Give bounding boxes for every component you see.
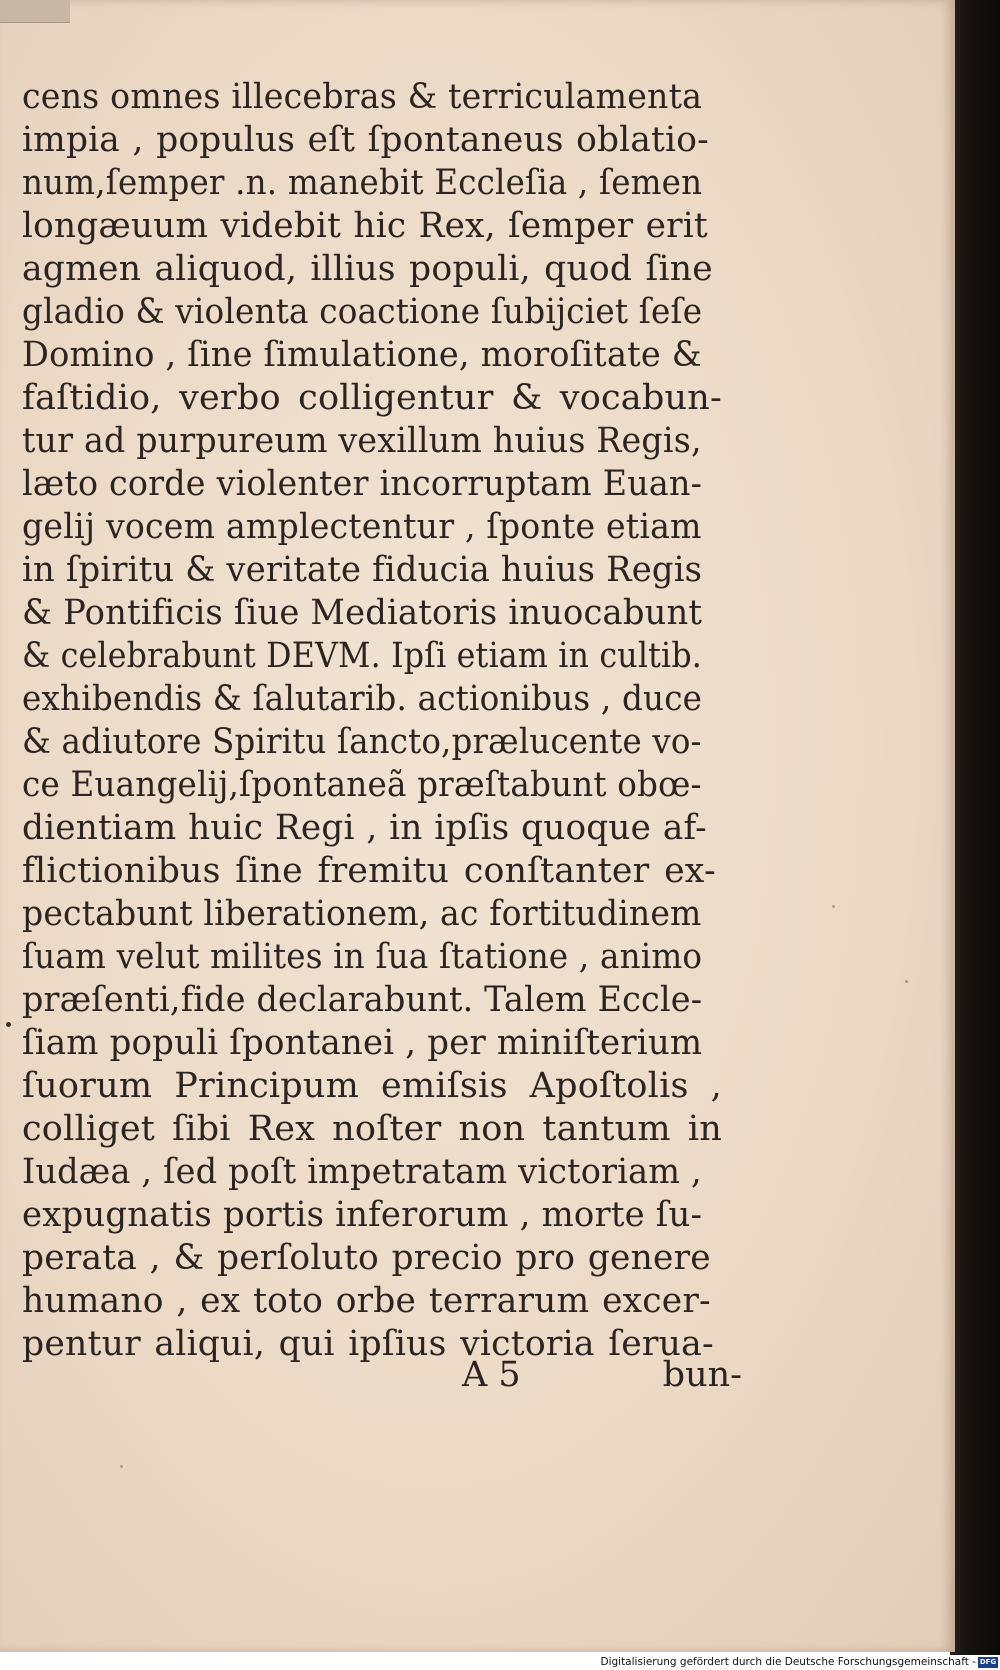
text-line: dientiam huic Regi , in ipſis quoque af- bbox=[22, 808, 707, 848]
text-line: exhibendis & ſalutarib. actionibus , duce bbox=[22, 679, 703, 719]
text-line: ce Euangelij,ſpontaneã præſtabunt obœ- bbox=[22, 765, 702, 805]
text-line: impia , populus eſt ſpontaneus oblatio- bbox=[22, 120, 709, 160]
text-line: præſenti,fide declarabunt. Talem Eccle- bbox=[22, 980, 703, 1020]
text-line: gladio & violenta coactione ſubijciet ſeſe bbox=[22, 292, 703, 332]
text-line: ſuorum Principum emiſsis Apoſtolis , bbox=[22, 1066, 722, 1106]
text-line: flictionibus ſine fremitu conſtanter ex- bbox=[22, 851, 716, 891]
text-line: in ſpiritu & veritate fiducia huius Regis bbox=[22, 550, 703, 590]
signature-mark: A 5 bbox=[462, 1355, 521, 1395]
text-line: colliget ſibi Rex noſter non tantum in bbox=[22, 1109, 722, 1149]
text-line: gelij vocem amplectentur , ſponte etiam bbox=[22, 507, 702, 547]
text-line: expugnatis portis inferorum , morte ſu- bbox=[22, 1195, 703, 1235]
text-line: tur ad purpureum vexillum huius Regis, bbox=[22, 421, 702, 461]
text-line: longæuum videbit hic Rex, ſemper erit bbox=[22, 206, 708, 246]
text-line: Iudæa , ſed poſt impetratam victoriam , bbox=[22, 1152, 702, 1192]
text-line: pectabunt liberationem, ac fortitudinem bbox=[22, 894, 702, 934]
text-line: faſtidio, verbo colligentur & vocabun- bbox=[22, 378, 722, 418]
text-line: & celebrabunt DEVM. Ipſi etiam in cultib. bbox=[22, 636, 703, 676]
margin-mark bbox=[6, 1022, 11, 1027]
book-edge bbox=[950, 0, 1000, 1655]
dfg-logo: DFG bbox=[979, 1658, 997, 1666]
text-line: ſiam populi ſpontanei , per miniſterium bbox=[22, 1023, 703, 1063]
text-line: pentur aliqui, qui ipſius victoria ſerua- bbox=[22, 1324, 714, 1364]
text-line: & Pontificis ſiue Mediatoris inuocabunt bbox=[22, 593, 703, 633]
text-line: Domino , ſine ſimulatione, moroſitate & bbox=[22, 335, 702, 375]
text-line: læto corde violenter incorruptam Euan- bbox=[22, 464, 703, 504]
text-line: perata , & perſoluto precio pro genere bbox=[22, 1238, 711, 1278]
text-line: ſuam velut milites in ſua ſtatione , animo bbox=[22, 937, 703, 977]
text-line: humano , ex toto orbe terrarum excer- bbox=[22, 1281, 711, 1321]
page-footer bbox=[22, 1354, 742, 1397]
text-line: num,ſemper .n. manebit Eccleſia , ſemen bbox=[22, 163, 703, 203]
corner-tab bbox=[0, 0, 70, 23]
funding-credit: Digitalisierung gefördert durch die Deutsche Forschungsgemeinschaft - bbox=[600, 1656, 976, 1668]
catchword: bun- bbox=[662, 1355, 742, 1395]
paper-speck bbox=[905, 980, 908, 983]
body-text bbox=[22, 76, 722, 1366]
text-line: agmen aliquod, illius populi, quod ſine bbox=[22, 249, 713, 289]
paper-speck bbox=[832, 905, 835, 908]
text-line: & adiutore Spiritu ſancto,prælucente vo- bbox=[22, 722, 702, 762]
paper-speck bbox=[120, 1465, 123, 1468]
text-line: cens omnes illecebras & terriculamenta bbox=[22, 77, 703, 117]
